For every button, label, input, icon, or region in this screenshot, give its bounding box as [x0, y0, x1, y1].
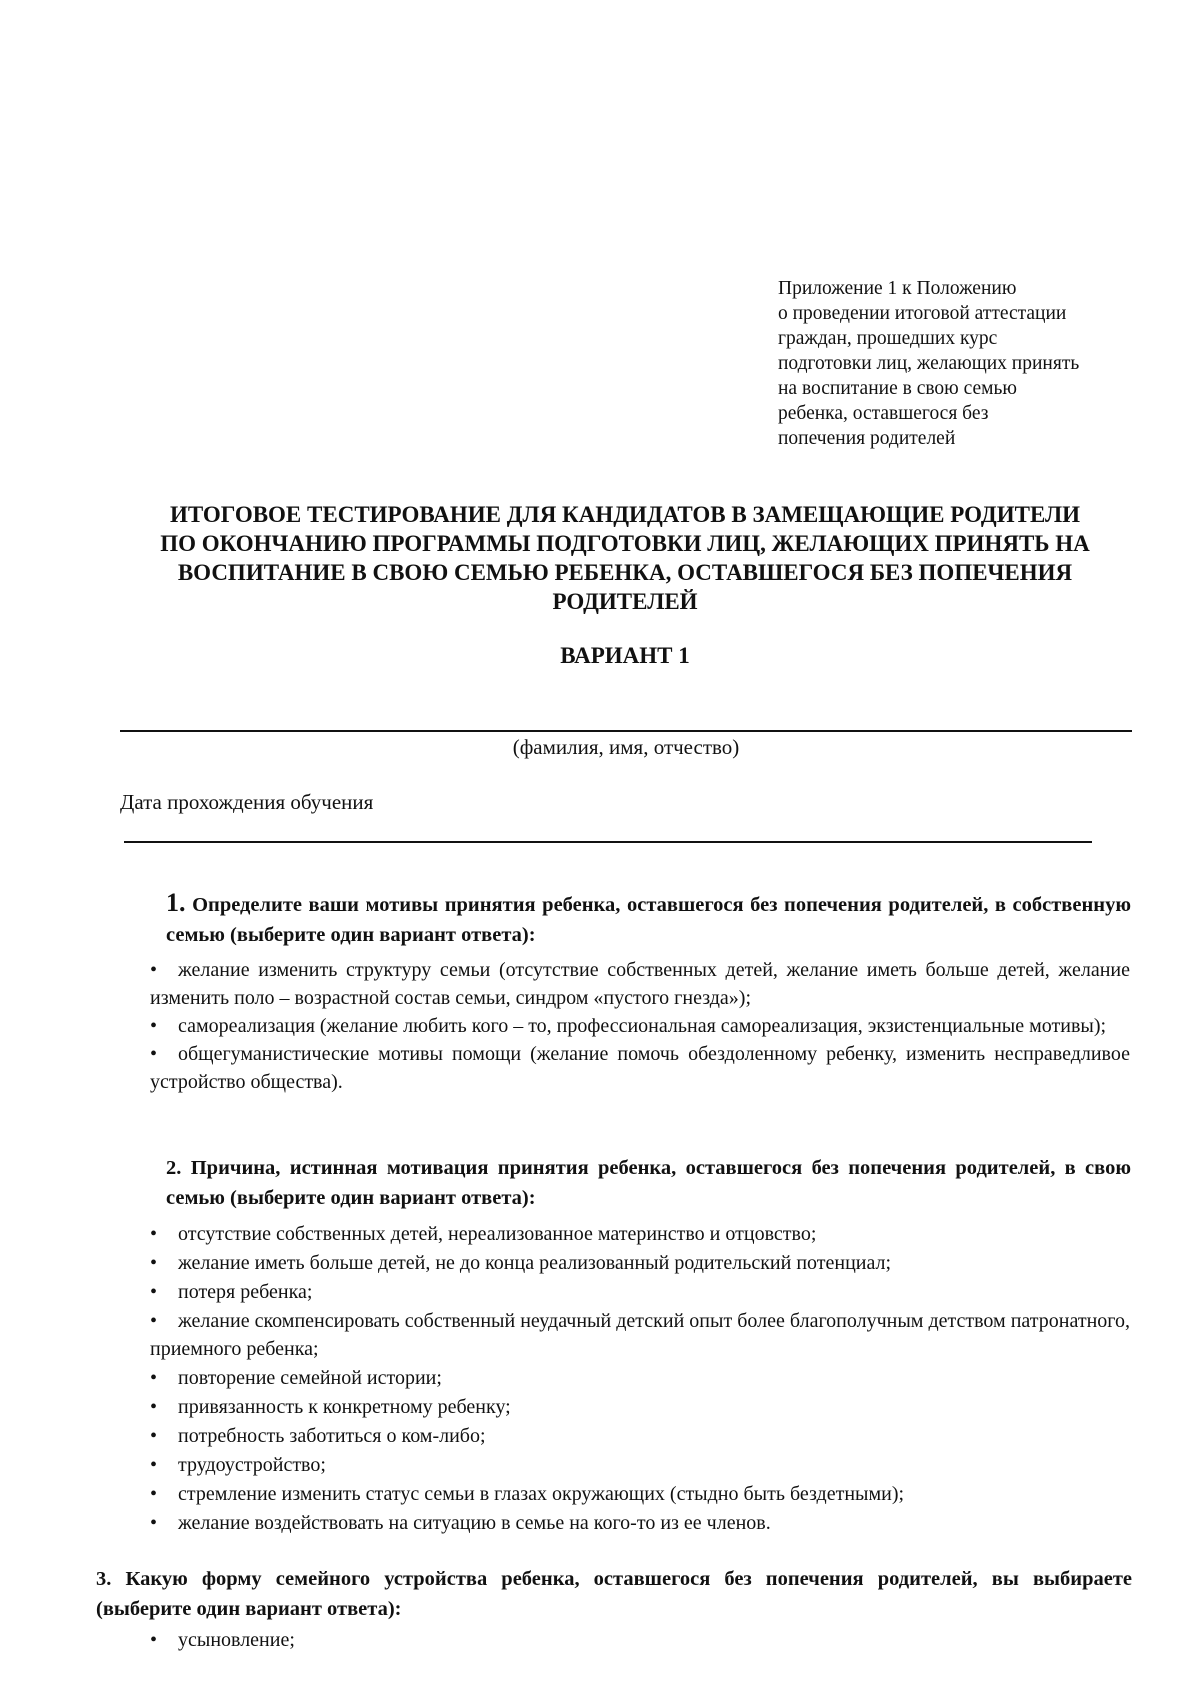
- question-text: Определите ваши мотивы принятия ребенка, оставшегося без попечения родителей, в собственную семью (выберите один вариант ответа):: [166, 894, 1132, 946]
- name-field-caption: (фамилия, имя, отчество): [512, 735, 740, 759]
- title-line: РОДИТЕЛЕЙ: [552, 589, 698, 614]
- answer-option[interactable]: [150, 1393, 1130, 1421]
- bullet-icon: •: [150, 959, 158, 981]
- option-text: желание воздействовать на ситуацию в семье на кого-то из ее членов.: [178, 1512, 771, 1534]
- bullet-icon: •: [150, 1483, 158, 1505]
- question-number: 2.: [166, 1157, 182, 1179]
- appendix-line: на воспитание в свою семью: [778, 378, 1017, 399]
- document-title: [110, 500, 1140, 616]
- option-text: желание изменить структуру семьи (отсутствие собственных детей, желание иметь больше детей, желание изменить поло – возрастной состав семьи, синдром «пустого гнезда»);: [150, 959, 1130, 1009]
- appendix-note: [778, 276, 1158, 451]
- title-line: ИТОГОВОЕ ТЕСТИРОВАНИЕ ДЛЯ КАНДИДАТОВ В ЗАМЕЩАЮЩИЕ РОДИТЕЛИ: [169, 502, 1081, 527]
- option-text: отсутствие собственных детей, нереализованное материнство и отцовство;: [178, 1223, 817, 1245]
- bullet-icon: •: [150, 1454, 158, 1476]
- answer-option[interactable]: [150, 1422, 1130, 1450]
- appendix-line: подготовки лиц, желающих принять: [778, 353, 1080, 374]
- question-2-options: [150, 1220, 1130, 1538]
- option-text: привязанность к конкретному ребенку;: [178, 1396, 511, 1418]
- option-text: желание скомпенсировать собственный неудачный детский опыт более благополучным детством патронатного, приемного ребенка;: [150, 1310, 1130, 1360]
- appendix-line: граждан, прошедших курс: [778, 328, 998, 349]
- question-text: Какую форму семейного устройства ребенка, оставшегося без попечения родителей, вы выбираете (выберите один вариант ответа):: [96, 1568, 1133, 1620]
- option-text: самореализация (желание любить кого – то, профессиональная самореализация, экзистенциальные мотивы);: [178, 1015, 1107, 1037]
- question-2: [166, 1153, 1131, 1213]
- answer-option[interactable]: [150, 1626, 1130, 1654]
- bullet-icon: •: [150, 1310, 158, 1332]
- option-text: трудоустройство;: [178, 1454, 326, 1476]
- variant-heading: ВАРИАНТ 1: [560, 643, 690, 668]
- question-3: [96, 1564, 1132, 1624]
- bullet-icon: •: [150, 1425, 158, 1447]
- answer-option[interactable]: [150, 1364, 1130, 1392]
- answer-option[interactable]: [150, 1249, 1130, 1277]
- name-field-line[interactable]: [120, 730, 1132, 732]
- bullet-icon: •: [150, 1252, 158, 1274]
- option-text: общегуманистические мотивы помощи (желание помочь обездоленному ребенку, изменить несправедливое устройство общества).: [150, 1043, 1130, 1093]
- bullet-icon: •: [150, 1396, 158, 1418]
- question-3-options: [150, 1626, 1130, 1654]
- question-1-options: [150, 956, 1130, 1096]
- question-1: [166, 888, 1131, 950]
- title-line: ВОСПИТАНИЕ В СВОЮ СЕМЬЮ РЕБЕНКА, ОСТАВШЕГОСЯ БЕЗ ПОПЕЧЕНИЯ: [177, 560, 1073, 585]
- bullet-icon: •: [150, 1512, 158, 1534]
- appendix-line: о проведении итоговой аттестации: [778, 303, 1067, 324]
- bullet-icon: •: [150, 1281, 158, 1303]
- option-text: усыновление;: [178, 1629, 295, 1651]
- option-text: желание иметь больше детей, не до конца реализованный родительский потенциал;: [178, 1252, 892, 1274]
- answer-option[interactable]: [150, 1220, 1130, 1248]
- answer-option[interactable]: [150, 1480, 1130, 1508]
- question-number: 1.: [166, 888, 186, 917]
- option-text: повторение семейной истории;: [178, 1367, 442, 1389]
- bullet-icon: •: [150, 1629, 158, 1651]
- bullet-icon: •: [150, 1043, 158, 1065]
- question-text: Причина, истинная мотивация принятия ребенка, оставшегося без попечения родителей, в свою семью (выберите один вариант ответа):: [166, 1157, 1132, 1209]
- appendix-line: попечения родителей: [778, 428, 956, 449]
- option-text: потребность заботиться о ком-либо;: [178, 1425, 486, 1447]
- answer-option[interactable]: [150, 1509, 1130, 1537]
- bullet-icon: •: [150, 1223, 158, 1245]
- bullet-icon: •: [150, 1367, 158, 1389]
- answer-option[interactable]: [150, 1012, 1130, 1040]
- title-line: ПО ОКОНЧАНИЮ ПРОГРАММЫ ПОДГОТОВКИ ЛИЦ, ЖЕЛАЮЩИХ ПРИНЯТЬ НА: [160, 531, 1090, 556]
- bullet-icon: •: [150, 1015, 158, 1037]
- date-field-line[interactable]: [124, 841, 1092, 843]
- appendix-line: ребенка, оставшегося без: [778, 403, 989, 424]
- answer-option[interactable]: [150, 1451, 1130, 1479]
- appendix-line: Приложение 1 к Положению: [778, 278, 1017, 299]
- option-text: потеря ребенка;: [178, 1281, 313, 1303]
- option-text: стремление изменить статус семьи в глазах окружающих (стыдно быть бездетными);: [178, 1483, 905, 1505]
- answer-option[interactable]: [150, 956, 1130, 1012]
- answer-option[interactable]: [150, 1278, 1130, 1306]
- answer-option[interactable]: [150, 1307, 1130, 1363]
- question-number: 3.: [96, 1568, 112, 1590]
- answer-option[interactable]: [150, 1040, 1130, 1096]
- date-field-label: Дата прохождения обучения: [120, 790, 374, 814]
